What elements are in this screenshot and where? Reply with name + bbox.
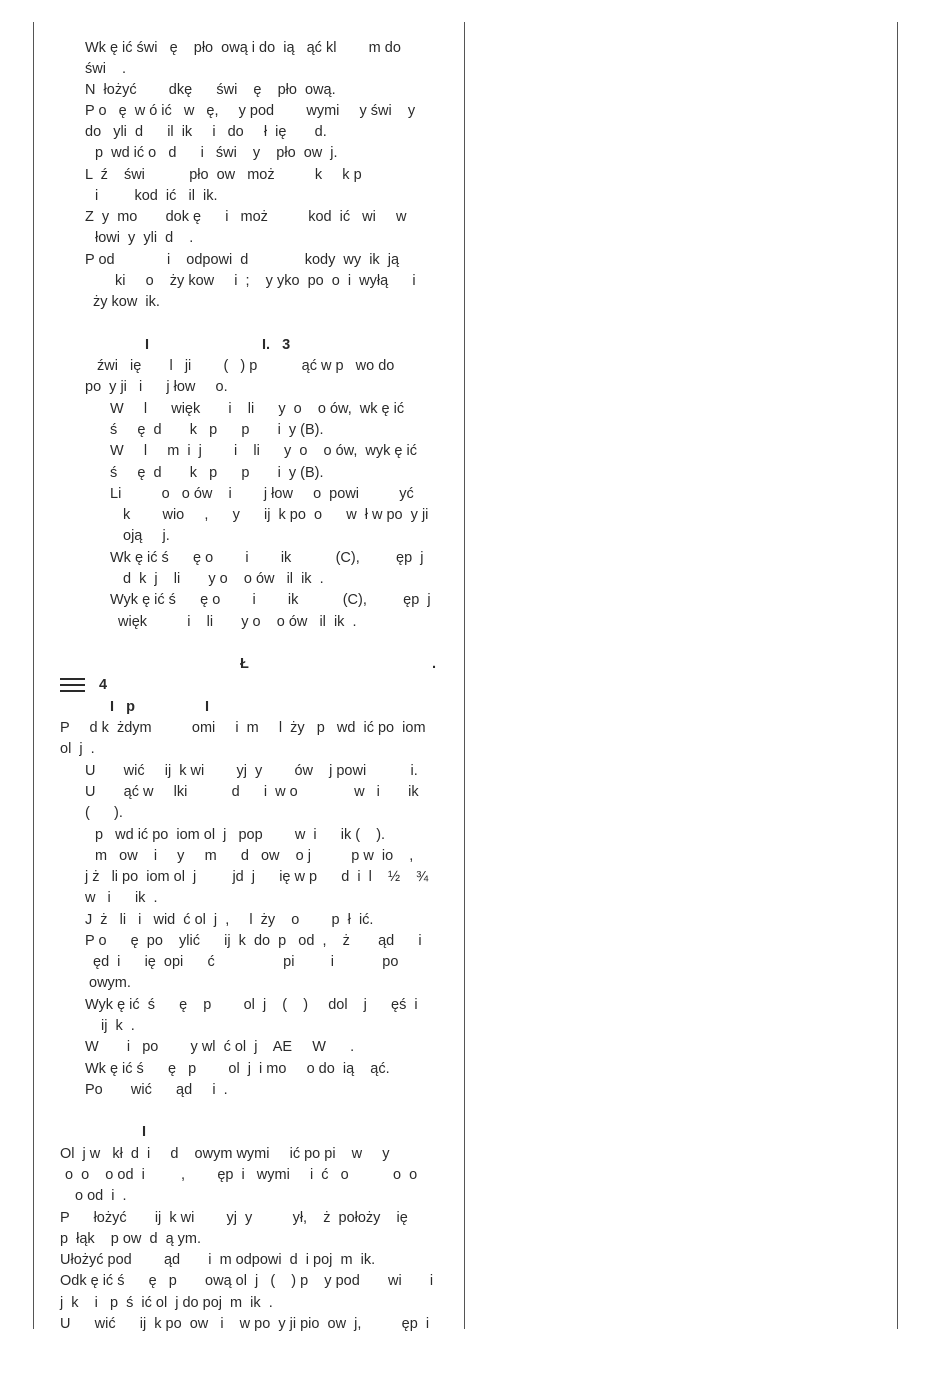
- text-line: P d k żdym omi i m l ży p wd ić po iom: [60, 720, 426, 736]
- text-line: U ąć w lki d i w o w i ik: [85, 784, 419, 800]
- text-line: ij k .: [101, 1018, 135, 1034]
- text-line: Odk ę ić ś ę p ową ol j ( ) p y pod wi i: [60, 1273, 434, 1289]
- text-line: Wk ę ić ś ę o i ik (C), ęp j: [110, 550, 424, 566]
- text-line: świ .: [85, 61, 127, 77]
- text-line: do yli d il ik i do ł ię d.: [85, 124, 327, 140]
- text-line: źwi ię l ji ( ) p ąć w p wo do: [97, 358, 395, 374]
- text-line: Wyk ę ić ś ę p ol j ( ) dol j ęś i: [85, 997, 418, 1013]
- subsection-heading: I: [142, 1124, 147, 1140]
- text-line: ś ę d k p p i y (B).: [110, 465, 324, 481]
- text-line: N łożyć dkę świ ę pło ową.: [85, 82, 336, 98]
- text-line: Ułożyć pod ąd i m odpowi d i poj m ik.: [60, 1252, 376, 1268]
- text-line: U wić ij k po ow i w po y ji pio ow j, ęp i: [60, 1316, 430, 1332]
- text-line: Z y mo dok ę i moż kod ić wi w: [85, 209, 407, 225]
- text-line: W l m i j i li y o o ów, wyk ę ić: [110, 443, 417, 459]
- text-line: w i ik .: [85, 890, 158, 906]
- right-page-border: [897, 22, 898, 1329]
- text-line: Wk ę ić świ ę pło ową i do ią ąć kl m do: [85, 40, 401, 56]
- text-line: P o ę po ylić ij k do p od , ż ąd i: [85, 933, 422, 949]
- column-divider: [464, 22, 465, 1329]
- subsection-heading: I p: [110, 699, 135, 715]
- text-line: Po wić ąd i .: [85, 1082, 228, 1098]
- text-line: ( ).: [85, 805, 123, 821]
- text-line: j ż li po iom ol j jd j ię w p d i l ½ ¾: [85, 869, 429, 885]
- text-line: łowi y yli d .: [95, 230, 194, 246]
- text-line: Ol j w kł d i d owym wymi ić po pi w y: [60, 1146, 390, 1162]
- subsection-heading: I: [205, 699, 210, 715]
- text-line: P od i odpowi d kody wy ik ją: [85, 252, 400, 268]
- text-line: ś ę d k p p i y (B).: [110, 422, 324, 438]
- text-line: P łożyć ij k wi yj y ył, ż położy ię: [60, 1210, 408, 1226]
- text-line: U wić ij k wi yj y ów j powi i.: [85, 763, 418, 779]
- section-heading: I: [145, 337, 150, 353]
- text-line: ki o ży kow i ; y yko po o i wyłą i: [115, 273, 416, 289]
- section-heading: Ł: [240, 656, 249, 672]
- text-line: Wk ę ić ś ę p ol j i mo o do ią ąć.: [85, 1061, 390, 1077]
- text-line: ęd i ię opi ć pi i po: [93, 954, 399, 970]
- text-line: m ow i y m d ow o j p w io ,: [95, 848, 414, 864]
- text-line: ol j .: [60, 741, 95, 757]
- text-line: Li o o ów i j łow o powi yć: [110, 486, 414, 502]
- text-line: p wd ić po iom ol j pop w i ik ( ).: [95, 827, 386, 843]
- section-number: 4: [99, 677, 108, 693]
- text-line: p wd ić o d i świ y pło ow j.: [95, 145, 338, 161]
- text-line: ży kow ik.: [93, 294, 160, 310]
- text-line: oją j.: [123, 528, 170, 544]
- text-line: L ź świ pło ow moż k k p: [85, 167, 362, 183]
- text-line: owym.: [89, 975, 131, 991]
- text-line: i kod ić il ik.: [95, 188, 218, 204]
- text-line: p łąk p ow d ą ym.: [60, 1231, 202, 1247]
- text-line: W i po y wl ć ol j AE W .: [85, 1039, 355, 1055]
- menu-icon: [60, 678, 85, 694]
- section-heading: I. 3: [262, 337, 291, 353]
- text-line: k wio , y ij k po o w ł w po y ji: [123, 507, 429, 523]
- text-line: P o ę w ó ić w ę, y pod wymi y świ y: [85, 103, 416, 119]
- text-line: więk i li y o o ów il ik .: [118, 614, 357, 630]
- text-line: j k i p ś ić ol j do poj m ik .: [60, 1295, 273, 1311]
- left-page-border: [33, 22, 34, 1329]
- text-line: J ż li i wid ć ol j , l ży o p ł ić.: [85, 912, 374, 928]
- section-heading-end: .: [432, 656, 437, 672]
- text-line: o o o od i , ęp i wymi i ć o o o: [65, 1167, 418, 1183]
- text-line: po y ji i j łow o.: [85, 379, 228, 395]
- text-line: o od i .: [75, 1188, 127, 1204]
- text-line: Wyk ę ić ś ę o i ik (C), ęp j: [110, 592, 431, 608]
- text-line: W l więk i li y o o ów, wk ę ić: [110, 401, 405, 417]
- text-line: d k j li y o o ów il ik .: [123, 571, 324, 587]
